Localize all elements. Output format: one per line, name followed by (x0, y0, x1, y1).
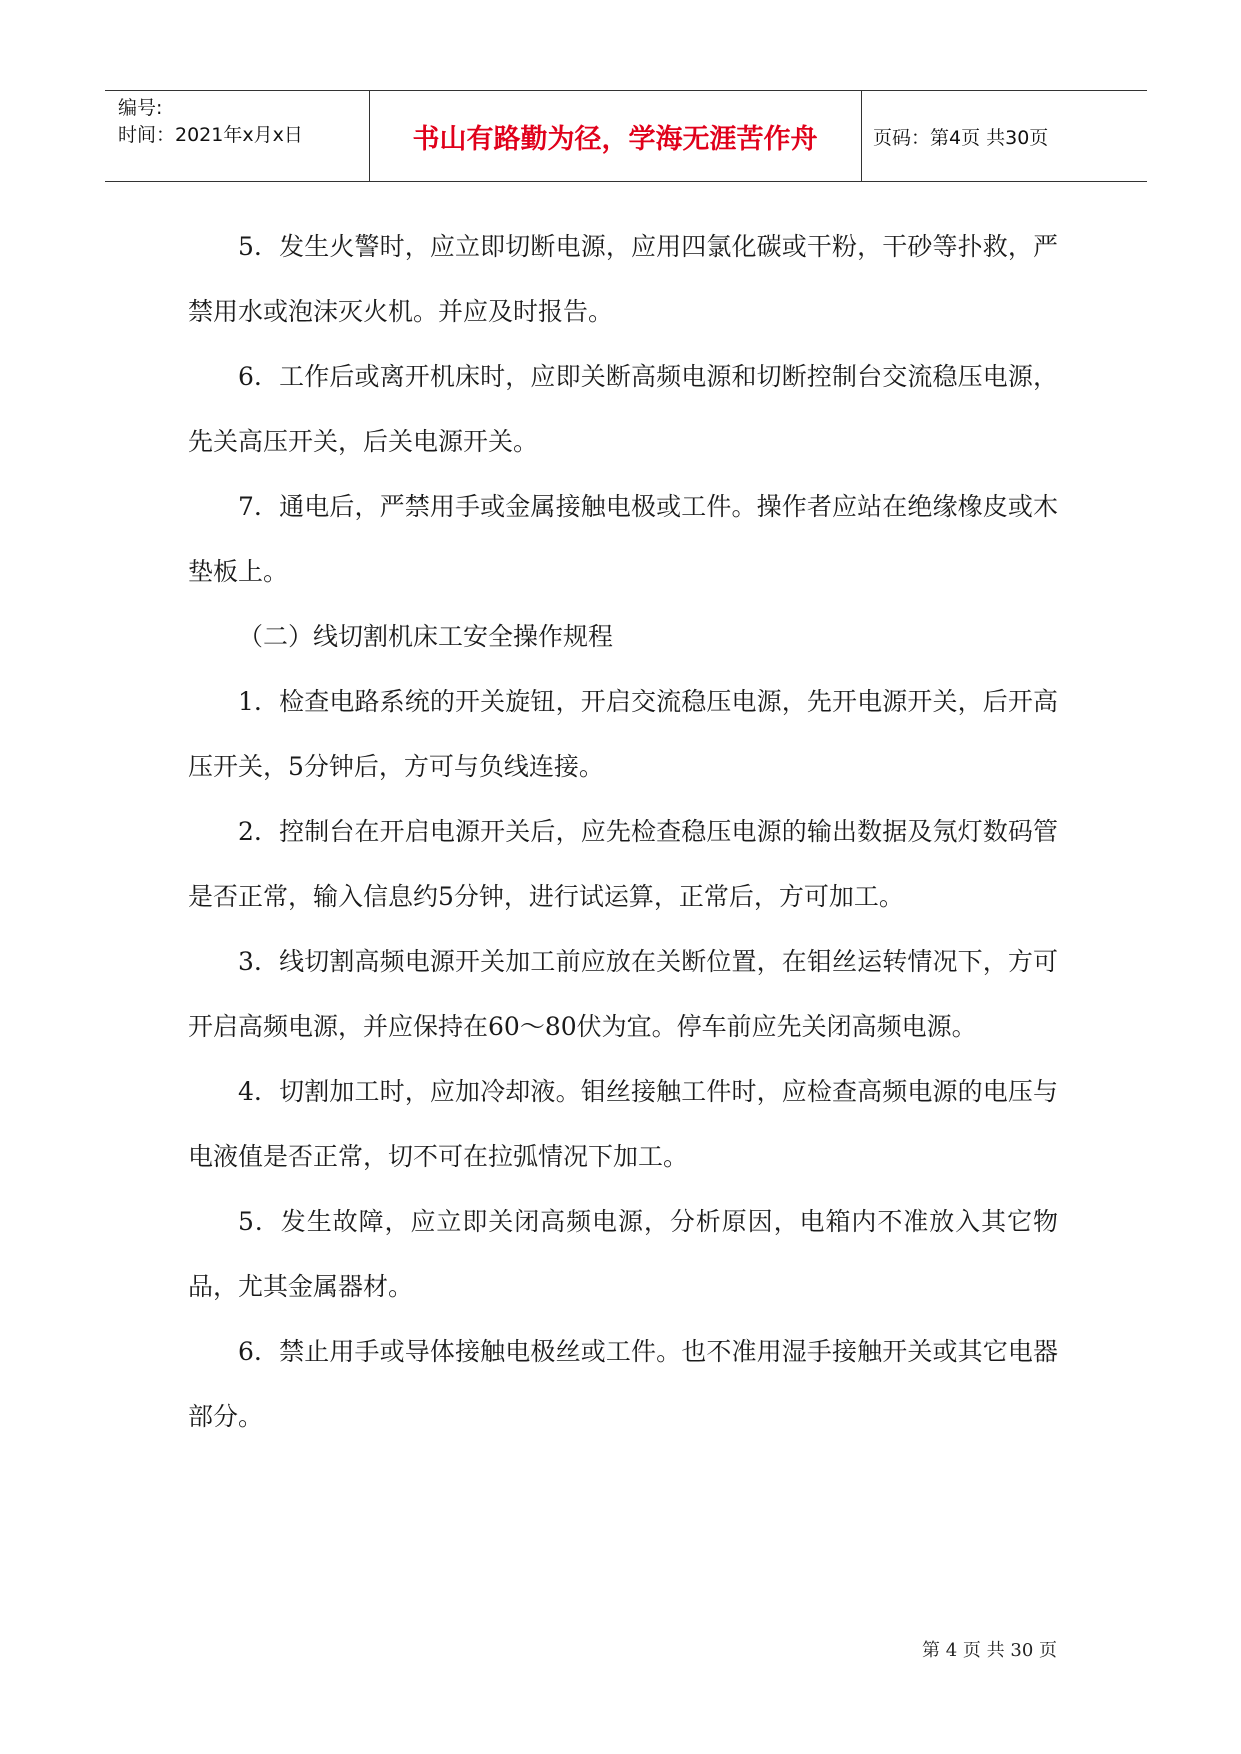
document-time: 时间：2021年x月x日 (118, 124, 303, 146)
paragraph: 5．发生火警时，应立即切断电源，应用四氯化碳或干粉，干砂等扑救，严禁用水或泡沫灭火机。并应及时报告。 (188, 232, 1058, 326)
section-heading: （二）线切割机床工安全操作规程 (238, 622, 614, 651)
document-body (188, 214, 1058, 1449)
paragraph: 6．禁止用手或导体接触电极丝或工件。也不准用湿手接触开关或其它电器部分。 (188, 1337, 1058, 1431)
paragraph: 6．工作后或离开机床时，应即关断高频电源和切断控制台交流稳压电源，先关高压开关，后关电源开关。 (188, 362, 1058, 456)
header-page-info: 页码：第4页 共30页 (873, 126, 1049, 149)
header-motto: 书山有路勤为径，学海无涯苦作舟 (412, 123, 818, 155)
page-footer: 第 4 页 共 30 页 (922, 1640, 1057, 1661)
page-header (105, 90, 1147, 182)
paragraph: 1．检查电路系统的开关旋钮，开启交流稳压电源，先开电源开关，后开高压开关，5分钟后，方可与负线连接。 (188, 687, 1058, 781)
paragraph: 7．通电后，严禁用手或金属接触电极或工件。操作者应站在绝缘橡皮或木垫板上。 (188, 492, 1058, 586)
paragraph: 5．发生故障，应立即关闭高频电源，分析原因，电箱内不准放入其它物品，尤其金属器材。 (188, 1207, 1058, 1301)
paragraph: 4．切割加工时，应加冷却液。钼丝接触工件时，应检查高频电源的电压与电液值是否正常，切不可在拉弧情况下加工。 (188, 1077, 1058, 1171)
paragraph: 2．控制台在开启电源开关后，应先检查稳压电源的输出数据及氖灯数码管是否正常，输入信息约5分钟，进行试运算，正常后，方可加工。 (188, 817, 1058, 911)
paragraph: 3．线切割高频电源开关加工前应放在关断位置，在钼丝运转情况下，方可开启高频电源，并应保持在60～80伏为宜。停车前应先关闭高频电源。 (188, 947, 1058, 1041)
header-divider (861, 91, 862, 181)
document-number-label: 编号: (118, 97, 163, 119)
header-meta (118, 95, 303, 149)
